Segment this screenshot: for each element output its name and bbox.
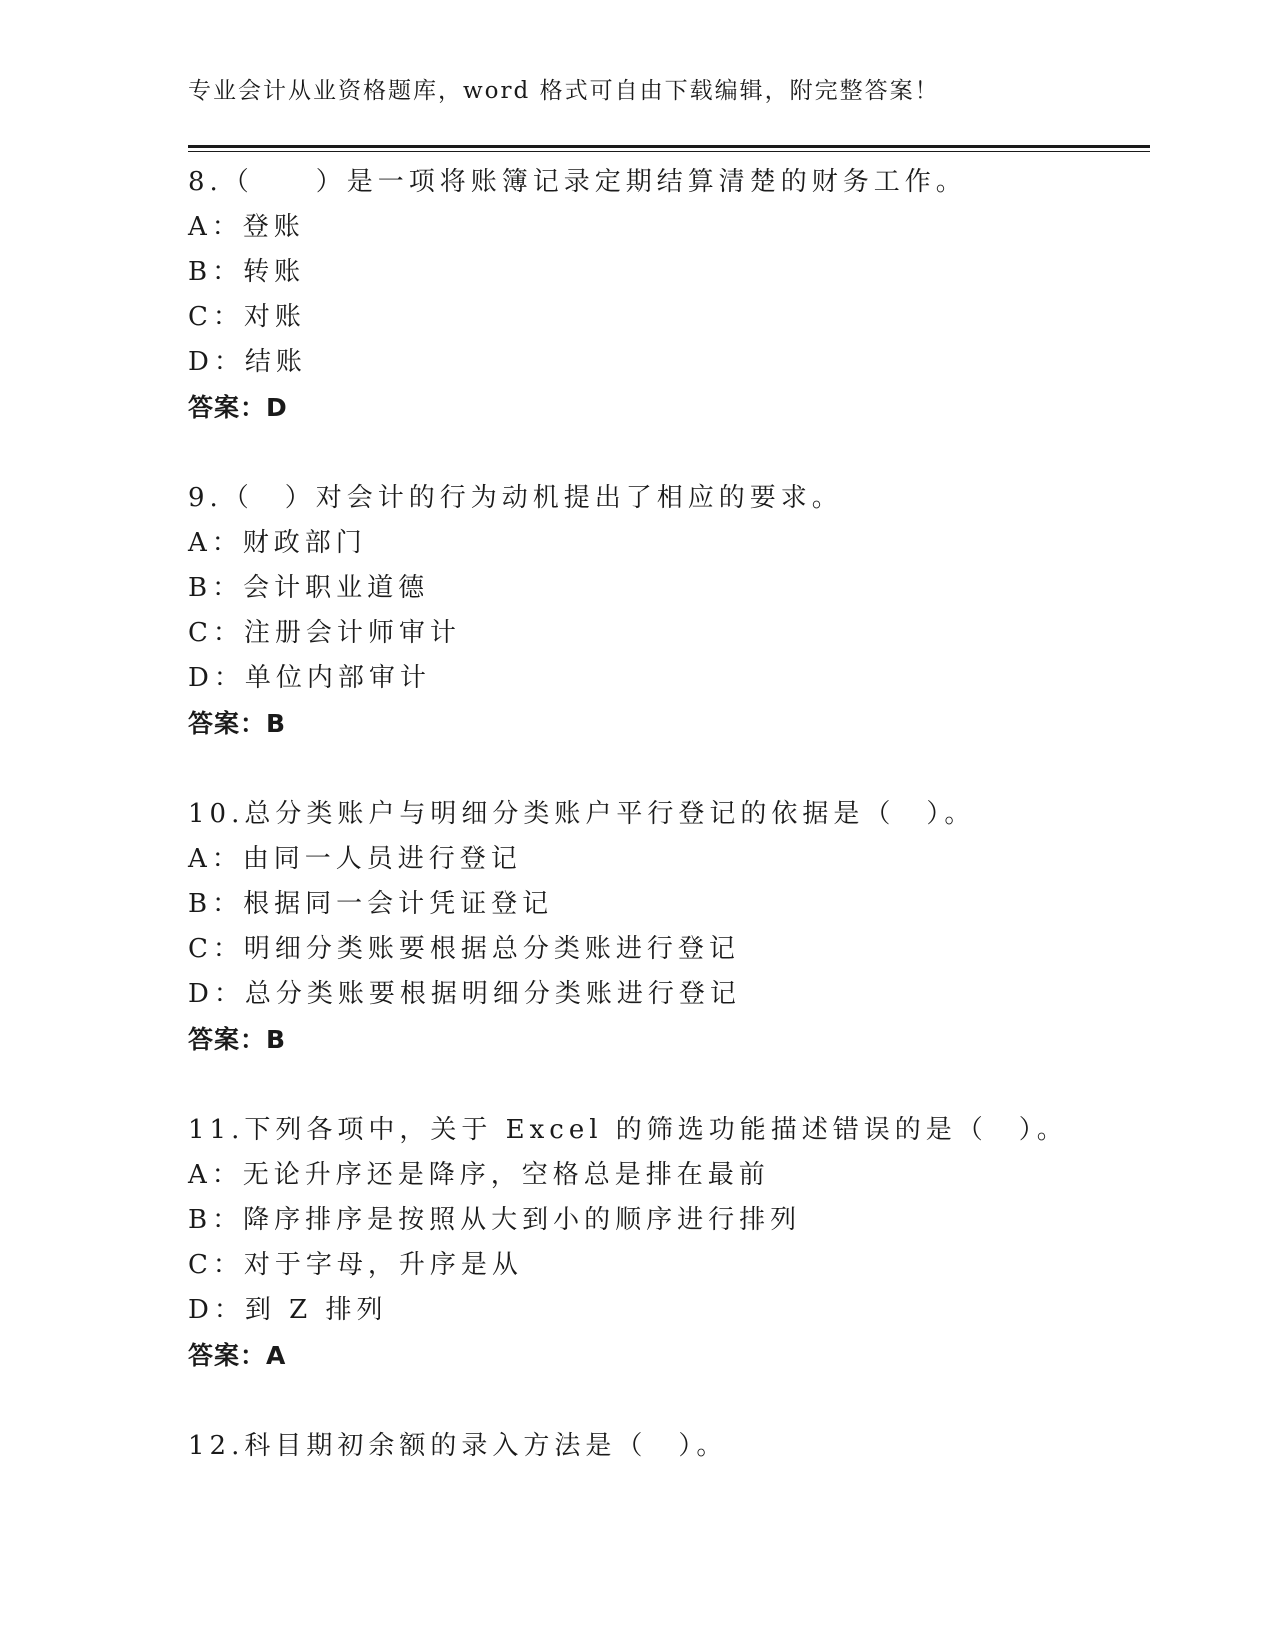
option-d: D：结账: [188, 347, 307, 377]
option-d: D：到 Z 排列: [188, 1295, 388, 1325]
question-stem: 10.总分类账户与明细分类账户平行登记的依据是（ ）。: [188, 799, 976, 829]
option-c: C：明细分类账要根据总分类账进行登记: [188, 934, 740, 964]
question-stem: 9.（ ）对会计的行为动机提出了相应的要求。: [188, 483, 843, 513]
option-a: A：登账: [188, 212, 305, 242]
header-rule-thick: [188, 145, 1150, 148]
option-b: B：根据同一会计凭证登记: [188, 889, 554, 919]
answer-line: 答案：D: [188, 393, 288, 422]
option-d: D：单位内部审计: [188, 663, 431, 693]
option-c: C：对账: [188, 302, 306, 332]
option-d: D：总分类账要根据明细分类账进行登记: [188, 979, 741, 1009]
option-b: B：转账: [188, 257, 306, 287]
header-rule-thin: [188, 151, 1150, 152]
option-a: A：由同一人员进行登记: [188, 844, 522, 874]
question-stem: 8.（ ）是一项将账簿记录定期结算清楚的财务工作。: [188, 167, 967, 197]
question-list: [188, 160, 1148, 1515]
question-stem: 12.科目期初余额的录入方法是（ ）。: [188, 1431, 728, 1461]
option-b: B：会计职业道德: [188, 573, 430, 603]
question-12: [188, 1424, 1148, 1469]
option-b: B：降序排序是按照从大到小的顺序进行排列: [188, 1205, 802, 1235]
option-c: C：对于字母，升序是从: [188, 1250, 523, 1280]
question-8: [188, 160, 1148, 430]
answer-line: 答案：A: [188, 1341, 287, 1370]
question-stem: 11.下列各项中，关于 Excel 的筛选功能描述错误的是（ ）。: [188, 1115, 1068, 1145]
option-a: A：财政部门: [188, 528, 367, 558]
answer-line: 答案：B: [188, 709, 287, 738]
answer-line: 答案：B: [188, 1025, 287, 1054]
question-9: [188, 476, 1148, 746]
option-c: C：注册会计师审计: [188, 618, 461, 648]
question-10: [188, 792, 1148, 1062]
question-11: [188, 1108, 1148, 1378]
page-header: 专业会计从业资格题库，word 格式可自由下载编辑，附完整答案！: [188, 78, 940, 104]
option-a: A：无论升序还是降序，空格总是排在最前: [188, 1160, 770, 1190]
